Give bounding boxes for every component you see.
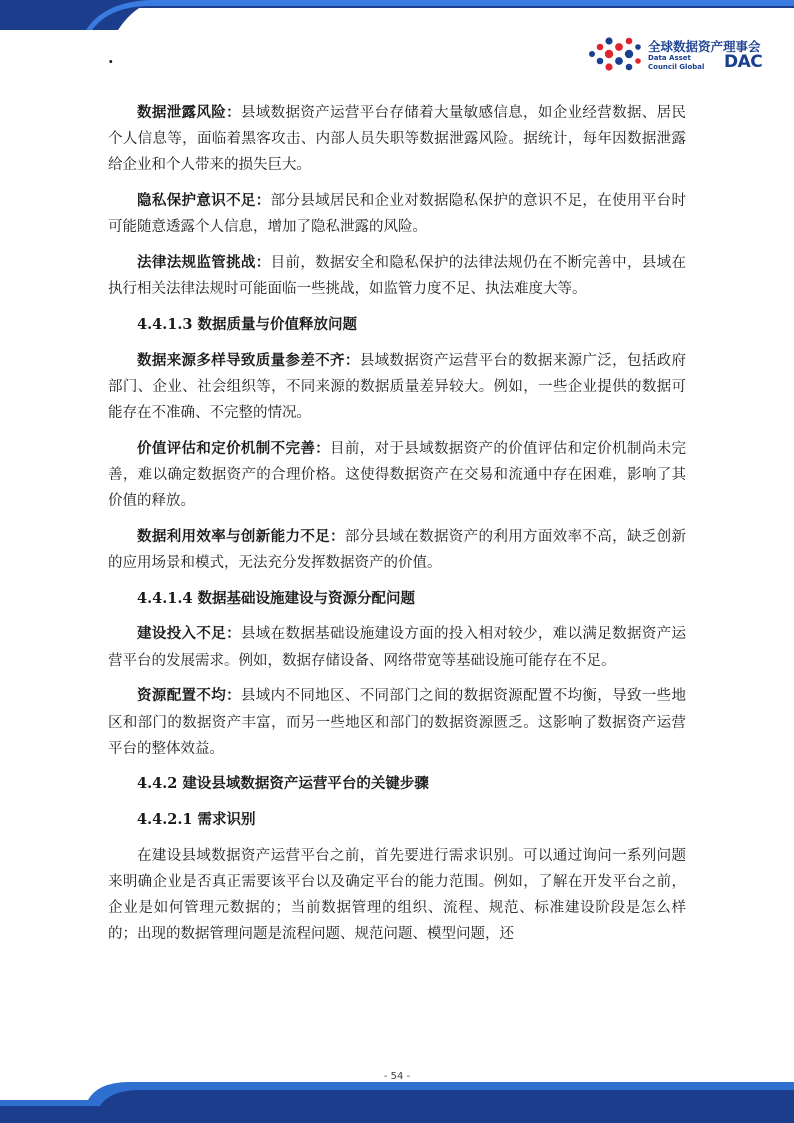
paragraph-requirement-identification: 在建设县域数据资产运营平台之前，首先要进行需求识别。可以通过询问一系列问题来明确企业是否真正需要该平台以及确定平台的能力范围。例如，了解在开发平台之前，企业是如何管理元数据的；当前数据管理的组织、流程、规范、标准建设阶段是怎么样的；出现的数据管理问题是流程问题、规范问题、模型问题，还 bbox=[108, 847, 686, 943]
paragraph-data-source-quality bbox=[108, 348, 686, 427]
term-utilization-innovation: 数据利用效率与创新能力不足： bbox=[137, 527, 345, 545]
term-valuation-pricing: 价值评估和定价机制不完善： bbox=[137, 439, 331, 457]
text-regulation-challenge: 目前，数据安全和隐私保护的法律法规仍在不断完善中，县域在执行相关法律法规时可能面临一些挑战，如监管力度不足、执法难度大等。 bbox=[108, 255, 686, 298]
logo-abbr: DAC bbox=[724, 52, 763, 72]
paragraph-privacy-awareness bbox=[108, 188, 686, 240]
term-data-source-quality: 数据来源多样导致质量参差不齐： bbox=[137, 351, 360, 369]
text-resource-imbalance: 县域内不同地区、不同部门之间的数据资源配置不均衡，导致一些地区和部门的数据资产丰富，而另一些地区和部门的数据资源匮乏。这影响了数据资产运营平台的整体效益。 bbox=[108, 688, 687, 757]
text-utilization-innovation: 部分县域在数据资产的利用方面效率不高，缺乏创新的应用场景和模式，无法充分发挥数据资产的价值。 bbox=[108, 528, 687, 572]
paragraph-regulation-challenge bbox=[108, 250, 686, 302]
section-heading-4-4-2: 4.4.2 建设县域数据资产运营平台的关键步骤 bbox=[137, 775, 429, 793]
term-regulation-challenge: 法律法规监管挑战： bbox=[137, 254, 271, 272]
page-number: - 54 - bbox=[383, 1071, 411, 1082]
section-heading-4-4-2-1: 4.4.2.1 需求识别 bbox=[137, 811, 256, 829]
logo-dots-icon bbox=[586, 34, 646, 76]
term-investment-shortage: 建设投入不足： bbox=[137, 625, 241, 643]
term-privacy-awareness: 隐私保护意识不足： bbox=[137, 192, 271, 210]
text-investment-shortage: 县域在数据基础设施建设方面的投入相对较少，难以满足数据资产运营平台的发展需求。例如，数据存储设备、网络带宽等基础设施可能存在不足。 bbox=[108, 626, 687, 669]
header-swoosh bbox=[0, 0, 794, 30]
footer-band bbox=[0, 1080, 794, 1123]
paragraph-resource-imbalance bbox=[108, 683, 686, 762]
section-heading-4-4-1-4: 4.4.1.4 数据基础设施建设与资源分配问题 bbox=[137, 589, 416, 607]
text-valuation-pricing: 目前，对于县域数据资产的价值评估和定价机制尚未完善，难以确定数据资产的合理价格。这使得数据资产在交易和流通中存在困难，影响了其价值的释放。 bbox=[108, 440, 686, 510]
term-resource-imbalance: 资源配置不均： bbox=[137, 687, 241, 705]
logo-name-en-line1: Data Asset bbox=[648, 54, 691, 62]
document-body bbox=[108, 100, 686, 948]
text-privacy-awareness: 部分县域居民和企业对数据隐私保护的意识不足，在使用平台时可能随意透露个人信息，增加了隐私泄露的风险。 bbox=[108, 193, 686, 236]
section-heading-4-4-1-3: 4.4.1.3 数据质量与价值释放问题 bbox=[137, 315, 358, 333]
paragraph-utilization-innovation bbox=[108, 524, 686, 576]
text-data-leak-risk: 县域数据资产运营平台存储着大量敏感信息，如企业经营数据、居民个人信息等，面临着黑客攻击、内部人员失职等数据泄露风险。据统计，每年因数据泄露给企业和个人带来的损失巨大。 bbox=[108, 105, 687, 174]
paragraph-valuation-pricing bbox=[108, 436, 686, 515]
header-mark: · bbox=[108, 52, 114, 71]
term-data-leak-risk: 数据泄露风险： bbox=[137, 104, 241, 121]
logo-name-cn: 全球数据资产理事会 bbox=[648, 39, 761, 54]
paragraph-data-leak-risk bbox=[108, 100, 686, 179]
text-data-source-quality: 县域数据资产运营平台的数据来源广泛，包括政府部门、企业、社会组织等，不同来源的数据质量差异较大。例如，一些企业提供的数据可能存在不准确、不完整的情况。 bbox=[108, 352, 687, 422]
dac-logo bbox=[586, 34, 786, 76]
logo-name-en-line2: Council Global bbox=[648, 63, 705, 71]
paragraph-investment-shortage bbox=[108, 621, 686, 673]
